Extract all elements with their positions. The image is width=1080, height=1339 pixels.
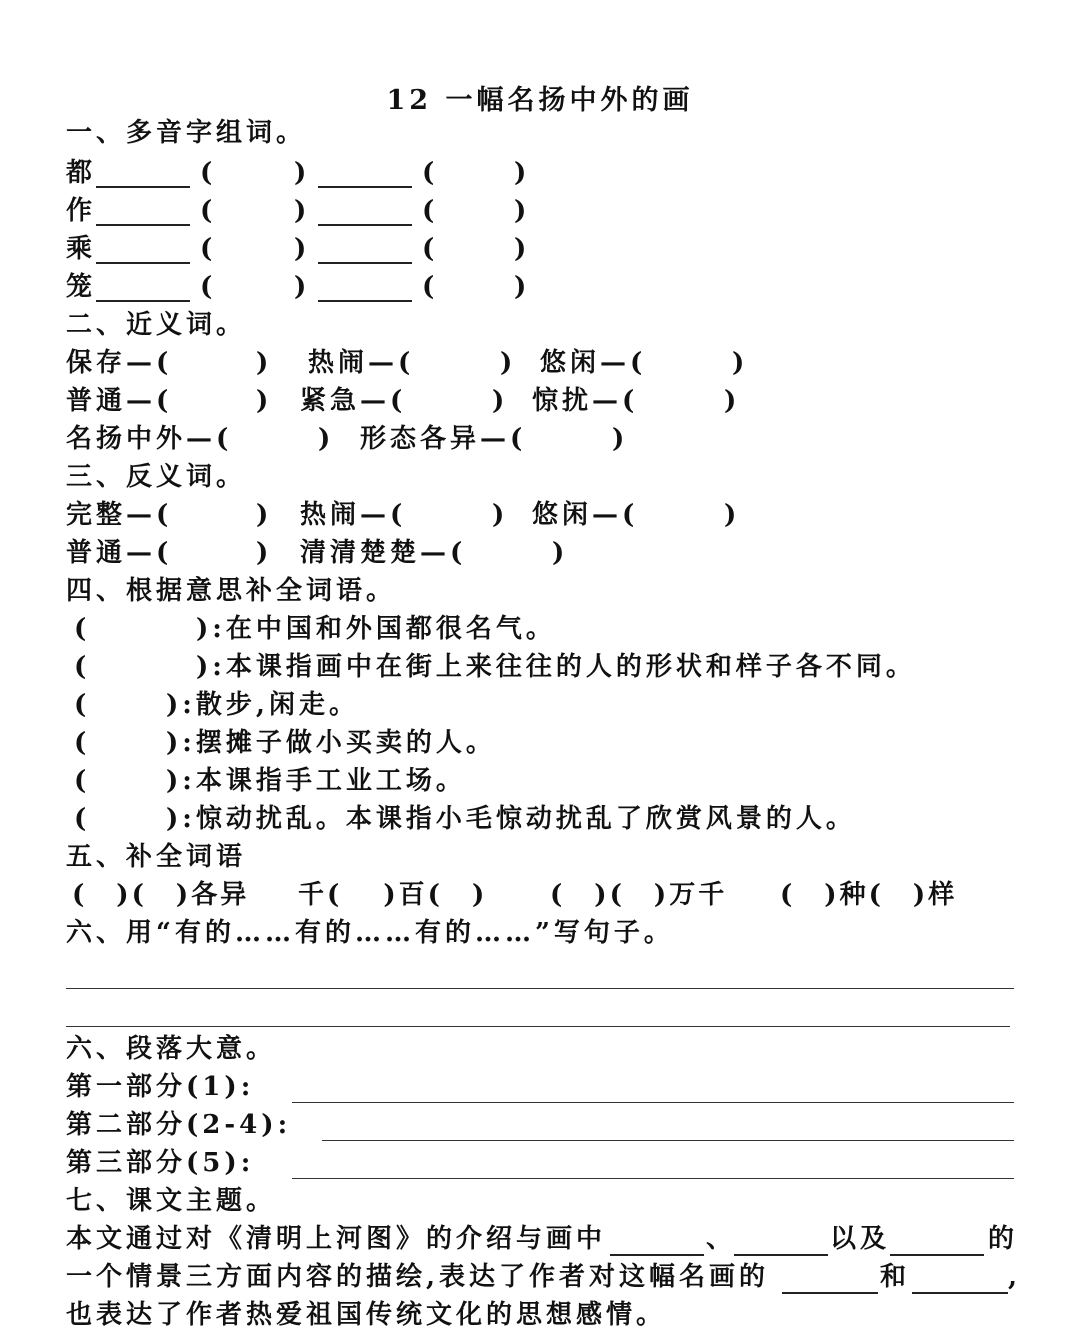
paren-close: ) [256,386,273,416]
paragraph-label: 第三部分(5): [66,1148,255,1178]
theme-text: 和 [880,1262,911,1292]
paren-open: ( [74,652,91,682]
paren-open: ( [422,272,439,302]
antonym-item: 完整—( [66,500,173,530]
paren-close: ) [724,500,741,530]
paren-open: ( [74,728,91,758]
paren-close: ) [294,196,311,226]
paren-close: ) [514,196,531,226]
synonym-item: 名扬中外—( [66,424,233,454]
paren-close: ) [294,234,311,264]
theme-text: , [1008,1262,1022,1292]
paragraph-label: 第一部分(1): [66,1072,255,1102]
paren-close: ) [256,348,273,378]
antonym-item: 悠闲—( [532,500,639,530]
paren-open: ( [74,804,91,834]
section-heading-7: 七、课文主题。 [66,1186,277,1216]
paren-open: ( [200,196,217,226]
definition-text: ):摆摊子做小买卖的人。 [166,728,496,758]
antonym-item: 清清楚楚—( [300,538,467,568]
definition-text: ):惊动扰乱。本课指小毛惊动扰乱了欣赏风景的人。 [166,804,856,834]
synonym-item: 形态各异—( [360,424,527,454]
synonym-item: 普通—( [66,386,173,416]
paren-close: ) [492,386,509,416]
definition-text: ):本课指手工业工场。 [166,766,466,796]
page-title: 12 一幅名扬中外的画 [386,85,694,116]
section-heading-6a: 六、用“有的……有的……有的……”写句子。 [66,918,674,948]
definition-text: ):在中国和外国都很名气。 [196,614,556,644]
paren-open: ( [422,196,439,226]
paren-open: ( [422,158,439,188]
complete-word: ( )( )万千 [550,880,728,910]
theme-text: 一个情景三方面内容的描绘,表达了作者对这幅名画的 [66,1262,770,1292]
antonym-item: 热闹—( [300,500,407,530]
polyphonic-char: 乘 [66,234,97,264]
answer-blank[interactable] [890,1254,984,1256]
paren-open: ( [74,690,91,720]
paren-close: ) [294,158,311,188]
answer-blank[interactable] [318,224,412,226]
paren-close: ) [294,272,311,302]
paren-close: ) [552,538,569,568]
polyphonic-char: 都 [66,158,97,188]
answer-line[interactable] [292,1178,1014,1179]
synonym-item: 紧急—( [300,386,407,416]
synonym-item: 惊扰—( [532,386,639,416]
answer-line[interactable] [322,1140,1014,1141]
section-heading-4: 四、根据意思补全词语。 [66,576,397,606]
theme-text: 本文通过对《清明上河图》的介绍与画中 [66,1224,607,1254]
paren-close: ) [500,348,517,378]
paren-open: ( [200,158,217,188]
complete-word: ( )( )各异 [72,880,250,910]
polyphonic-char: 作 [66,196,97,226]
synonym-item: 热闹—( [308,348,415,378]
paren-close: ) [514,234,531,264]
paren-open: ( [422,234,439,264]
answer-blank[interactable] [318,300,412,302]
section-heading-6b: 六、段落大意。 [66,1034,277,1064]
paren-close: ) [732,348,749,378]
paren-close: ) [612,424,629,454]
answer-blank[interactable] [782,1292,878,1294]
paragraph-label: 第二部分(2-4): [66,1110,292,1140]
theme-text: 以及 [830,1224,891,1254]
synonym-item: 悠闲—( [540,348,647,378]
complete-word: ( )种( )样 [780,880,958,910]
writing-line[interactable] [66,988,1014,989]
section-heading-5: 五、补全词语 [66,842,247,872]
definition-text: ):散步,闲走。 [166,690,359,720]
paren-open: ( [74,614,91,644]
section-heading-2: 二、近义词。 [66,310,247,340]
antonym-item: 普通—( [66,538,173,568]
answer-blank[interactable] [318,186,412,188]
paren-open: ( [200,272,217,302]
answer-blank[interactable] [318,262,412,264]
theme-text: 也表达了作者热爱祖国传统文化的思想感情。 [66,1300,667,1330]
paren-open: ( [200,234,217,264]
writing-line[interactable] [66,1026,1010,1027]
answer-blank[interactable] [912,1292,1008,1294]
paren-close: ) [256,538,273,568]
paren-close: ) [318,424,335,454]
definition-text: ):本课指画中在街上来往往的人的形状和样子各不同。 [196,652,916,682]
answer-blank[interactable] [610,1254,704,1256]
section-heading-1: 一、多音字组词。 [66,118,307,148]
synonym-item: 保存—( [66,348,173,378]
answer-line[interactable] [292,1102,1014,1103]
complete-word: 千( )百( ) [298,880,488,910]
polyphonic-char: 笼 [66,272,97,302]
theme-text: 的 [988,1224,1019,1254]
answer-blank[interactable] [734,1254,828,1256]
answer-blank[interactable] [96,186,190,188]
paren-open: ( [74,766,91,796]
answer-blank[interactable] [96,224,190,226]
paren-close: ) [256,500,273,530]
paren-close: ) [514,158,531,188]
answer-blank[interactable] [96,300,190,302]
paren-close: ) [492,500,509,530]
answer-blank[interactable] [96,262,190,264]
section-heading-3: 三、反义词。 [66,462,247,492]
theme-text: 、 [706,1224,737,1254]
paren-close: ) [724,386,741,416]
paren-close: ) [514,272,531,302]
